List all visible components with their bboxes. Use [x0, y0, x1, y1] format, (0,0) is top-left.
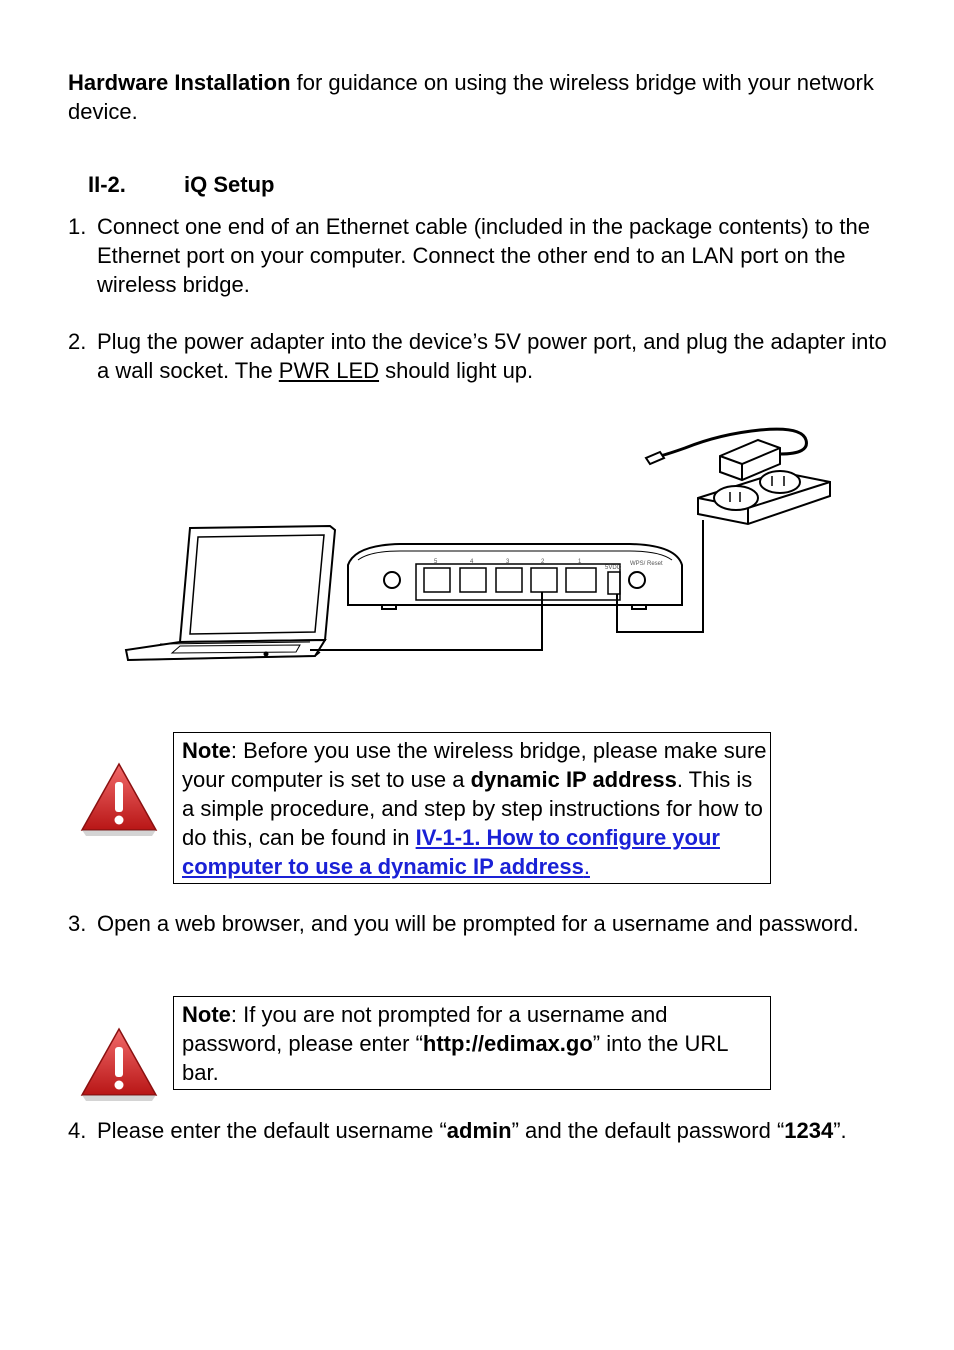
step-number: 1. — [68, 214, 87, 239]
wall-socket-illustration — [698, 471, 830, 524]
laptop-illustration — [126, 526, 335, 660]
step-4 — [68, 1116, 888, 1145]
port-label: 2 — [541, 559, 545, 565]
power-port-label: 5VDC — [605, 565, 622, 571]
note-bold: dynamic IP address — [470, 767, 677, 792]
note-text: : If you are not prompted for a username and password, please enter “ — [182, 1002, 668, 1056]
wireless-bridge-illustration — [348, 544, 682, 609]
step-text-part: Plug the power adapter into the device’s 5V power port, and plug the adapter into a wall socket. The — [97, 329, 887, 383]
step-text-part: ” and the default password “ — [511, 1118, 785, 1143]
step-1 — [68, 212, 888, 299]
step-text — [97, 1116, 888, 1145]
note-text: ” into the URL bar. — [182, 1031, 728, 1085]
section-heading — [88, 170, 274, 199]
pwr-led-label: PWR LED — [278, 358, 380, 383]
note-dynamic-ip — [173, 732, 771, 884]
port-label: 4 — [470, 559, 474, 565]
default-username: admin — [446, 1118, 512, 1143]
note-label: Note — [182, 738, 231, 763]
section-title: iQ Setup — [184, 172, 275, 197]
section-number: II-2. — [88, 172, 126, 197]
step-number: 2. — [68, 329, 87, 354]
dynamic-ip-link[interactable]: IV-1-1. How to configure your computer to use a dynamic IP address — [182, 825, 720, 879]
default-password: 1234 — [784, 1118, 834, 1143]
step-3 — [68, 909, 888, 938]
hardware-connection-diagram — [120, 420, 840, 670]
note-text: : Before you use the wireless bridge, please make sure your computer is set to use a — [182, 738, 767, 792]
intro-bold: Hardware Installation — [68, 70, 291, 95]
reset-button-label: WPS/ Reset — [630, 561, 663, 567]
step-text-part: Please enter the default username “ — [97, 1118, 447, 1143]
step-text: Open a web browser, and you will be prompted for a username and password. — [97, 911, 859, 936]
port-label: 1 — [578, 559, 582, 565]
intro-text: for guidance on using the wireless bridge with your network device. — [68, 70, 874, 124]
warning-icon — [80, 1027, 158, 1110]
note-text: . This is a simple procedure, and step by step instructions for how to do this, can be found in — [182, 767, 763, 850]
port-label: 5 — [434, 559, 438, 565]
intro-paragraph — [68, 68, 888, 126]
step-text — [97, 327, 888, 385]
note-url-bar — [173, 996, 771, 1090]
warning-icon — [80, 762, 158, 845]
note-bold-url: http://edimax.go — [422, 1031, 593, 1056]
step-text: Connect one end of an Ethernet cable (included in the package contents) to the Ethernet port on your computer. Connect the other end to an LAN port on the wireless bridge. — [97, 214, 870, 297]
port-label: 3 — [506, 559, 510, 565]
step-number: 3. — [68, 911, 87, 936]
note-label: Note — [182, 1002, 231, 1027]
step-2 — [68, 327, 888, 385]
note-end: . — [583, 854, 590, 879]
step-text-part: ”. — [833, 1118, 847, 1143]
step-number: 4. — [68, 1118, 87, 1143]
step-text-part: should light up. — [379, 358, 534, 383]
